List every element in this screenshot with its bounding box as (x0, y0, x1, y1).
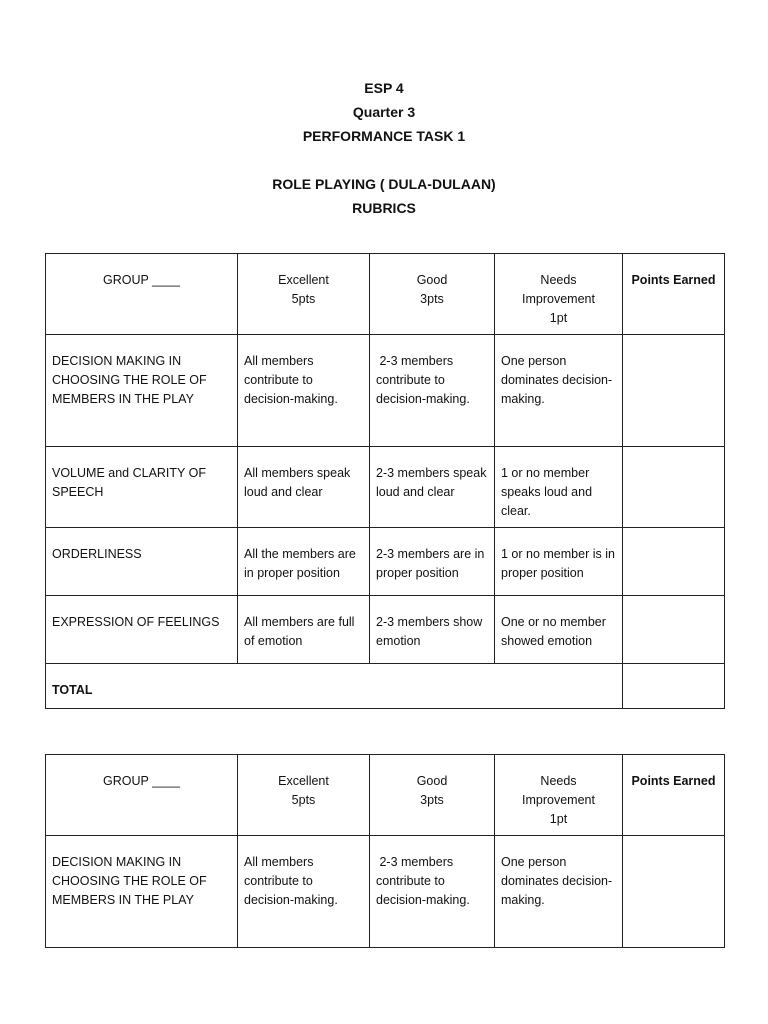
excellent-header-label: Excellent 5pts (278, 273, 329, 306)
rubric-table-1 (45, 253, 725, 709)
document-title-block (0, 76, 768, 220)
points-earned-header-label: Points Earned (631, 273, 716, 287)
subject-title: ESP 4 (364, 80, 404, 96)
good-cell: 2-3 members show emotion (370, 596, 495, 664)
table-row (46, 335, 725, 447)
excellent-header-label: Excellent 5pts (278, 774, 329, 807)
needs-improvement-cell: One person dominates decision- making. (495, 836, 623, 948)
quarter-title: Quarter 3 (352, 104, 416, 120)
good-header (370, 755, 495, 836)
table-row (46, 596, 725, 664)
criterion-cell: ORDERLINESS (46, 528, 238, 596)
table-row (46, 447, 725, 528)
excellent-header (238, 755, 370, 836)
points-earned-header-label: Points Earned (631, 774, 716, 788)
points-earned-header (623, 254, 725, 335)
excellent-cell: All members are full of emotion (238, 596, 370, 664)
needs-improvement-cell: 1 or no member is in proper position (495, 528, 623, 596)
header-row (46, 254, 725, 335)
good-header (370, 254, 495, 335)
needs-improvement-cell: One person dominates decision- making. (495, 335, 623, 447)
points-earned-cell (623, 528, 725, 596)
group-header (46, 254, 238, 335)
activity-title: ROLE PLAYING ( DULA-DULAAN) (272, 176, 496, 192)
points-earned-cell (623, 335, 725, 447)
criterion-cell: DECISION MAKING IN CHOOSING THE ROLE OF MEMBERS IN THE PLAY (46, 335, 238, 447)
good-cell: 2-3 members speak loud and clear (370, 447, 495, 528)
total-label: TOTAL (46, 664, 623, 709)
excellent-cell: All members contribute to decision-making. (238, 335, 370, 447)
needs-improvement-header (495, 254, 623, 335)
good-header-label: Good 3pts (416, 774, 448, 807)
excellent-header (238, 254, 370, 335)
good-cell: 2-3 members contribute to decision-making. (370, 335, 495, 447)
points-earned-header (623, 755, 725, 836)
table-row (46, 836, 725, 948)
group-header-label: GROUP ____ (103, 774, 180, 788)
section-title: RUBRICS (352, 200, 416, 216)
table-row (46, 528, 725, 596)
criterion-cell: VOLUME and CLARITY OF SPEECH (46, 447, 238, 528)
points-earned-cell (623, 836, 725, 948)
points-earned-cell (623, 596, 725, 664)
needs-improvement-header (495, 755, 623, 836)
header-row (46, 755, 725, 836)
group-header (46, 755, 238, 836)
excellent-cell: All members contribute to decision-making. (238, 836, 370, 948)
task-title: PERFORMANCE TASK 1 (302, 128, 466, 144)
rubric-table-2 (45, 754, 725, 948)
needs-improvement-cell: One or no member showed emotion (495, 596, 623, 664)
criterion-cell: DECISION MAKING IN CHOOSING THE ROLE OF MEMBERS IN THE PLAY (46, 836, 238, 948)
group-header-label: GROUP ____ (103, 273, 180, 287)
excellent-cell: All the members are in proper position (238, 528, 370, 596)
good-cell: 2-3 members contribute to decision-making. (370, 836, 495, 948)
total-row (46, 664, 725, 709)
criterion-cell: EXPRESSION OF FEELINGS (46, 596, 238, 664)
needs-improvement-header-label: Needs Improvement 1pt (522, 273, 595, 325)
good-cell: 2-3 members are in proper position (370, 528, 495, 596)
total-points-cell (623, 664, 725, 709)
needs-improvement-cell: 1 or no member speaks loud and clear. (495, 447, 623, 528)
excellent-cell: All members speak loud and clear (238, 447, 370, 528)
needs-improvement-header-label: Needs Improvement 1pt (522, 774, 595, 826)
points-earned-cell (623, 447, 725, 528)
good-header-label: Good 3pts (416, 273, 448, 306)
